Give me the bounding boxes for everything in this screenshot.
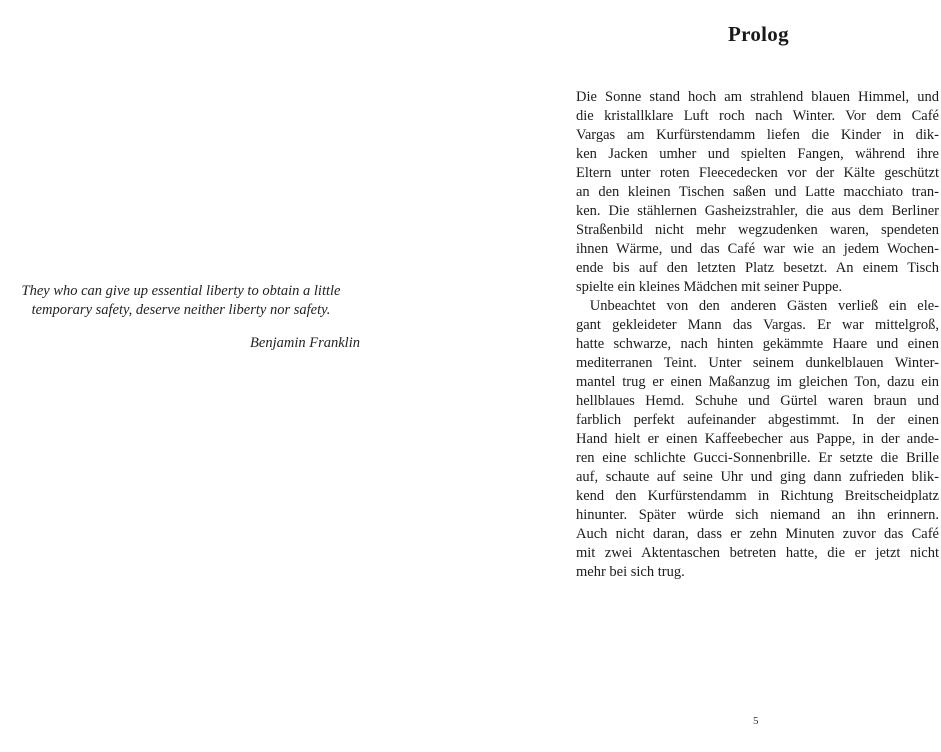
paragraph [576,88,939,297]
text-line: Auch nicht daran, dass er zehn Minuten zuvor das Café [576,526,939,542]
text-line: die kristallklare Luft roch nach Winter. Vor dem Café [576,108,939,124]
text-line: ende bis auf den letzten Platz besetzt. An einem Tisch [576,260,939,276]
text-line: ken. Die stählernen Gasheizstrahler, die aus dem Berliner [576,203,939,219]
text-line: Unbeachtet von den anderen Gästen verließ ein ele- [589,298,939,314]
text-line: Hand hielt er einen Kaffeebecher aus Pappe, in der ande- [576,431,939,447]
text-line: spielte ein kleines Mädchen mit seiner Puppe. [576,279,843,295]
text-line: Eltern unter roten Fleecedecken vor der Kälte geschützt [576,165,939,181]
text-line: an den kleinen Tischen saßen und Latte macchiato tran- [576,184,939,200]
left-page [0,0,470,752]
text-line: kend den Kurfürstendamm in Richtung Breitscheidplatz [576,488,939,504]
text-line: auf, schaute auf seine Uhr und ging dann zufrieden blik- [576,469,939,485]
epigraph [0,282,362,353]
chapter-body [576,88,939,582]
text-line: ren eine schlichte Gucci-Sonnenbrille. Er setzte die Brille [576,450,939,466]
text-line: mantel trug er einen Maßanzug im gleichen Ton, dazu ein [576,374,939,390]
epigraph-author: Benjamin Franklin [250,335,360,351]
text-line: mediterranen Teint. Unter seinem dunkelblauen Winter- [576,355,939,371]
paragraph [576,297,939,582]
text-line: hatte schwarze, nach hinten gekämmte Haare und einen [576,336,939,352]
text-line: Die Sonne stand hoch am strahlend blauen Himmel, und [576,89,939,105]
text-line: Vargas am Kurfürstendamm liefen die Kinder in dik- [576,127,939,143]
text-line: Straßenbild nicht mehr wegzudenken waren, spendeten [576,222,939,238]
page-number: 5 [753,715,759,727]
text-line: ihnen Wärme, und das Café war wie an jedem Wochen- [576,241,939,257]
text-line: mehr bei sich trug. [576,564,685,580]
text-line: farblich perfekt aufeinander abgestimmt. In der einen [576,412,939,428]
epigraph-quote-line: They who can give up essential liberty to obtain a little [21,283,341,299]
right-page [470,0,941,752]
text-line: mit zwei Aktentaschen betreten hatte, die er jetzt nicht [576,545,939,561]
text-line: hinunter. Später würde sich niemand an ihn erinnern. [576,507,939,523]
chapter-title: Prolog [728,22,789,46]
epigraph-quote-line: temporary safety, deserve neither liberty nor safety. [31,302,331,318]
text-line: gant gekleideter Mann das Vargas. Er war mittelgroß, [576,317,939,333]
text-line: hellblaues Hemd. Schuhe und Gürtel waren braun und [576,393,939,409]
text-line: ken Jacken umher und spielten Fangen, während ihre [576,146,939,162]
